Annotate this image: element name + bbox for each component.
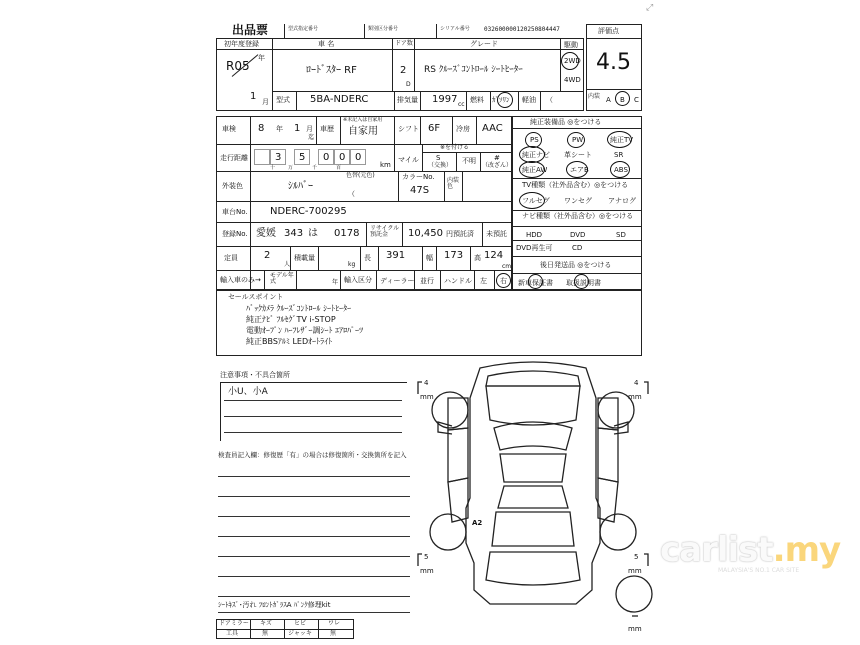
navi-dvd: DVD bbox=[570, 231, 586, 239]
sales-line-4: 純正BBSｱﾙﾐ LEDｵｰﾄﾗｲﾄ bbox=[246, 337, 333, 346]
tire-rl-depth: 5 bbox=[424, 553, 429, 561]
trunk bbox=[492, 512, 574, 546]
color-no-label: カラーNo. bbox=[402, 173, 435, 181]
expand-icon[interactable]: ⤢ bbox=[646, 3, 654, 13]
rear-bumper bbox=[486, 552, 580, 585]
mileage-digit-3: 5 bbox=[294, 149, 310, 165]
plate-kana: は bbox=[308, 228, 318, 239]
mileage-digit-2: 3 bbox=[270, 149, 286, 165]
fuel-circle bbox=[497, 92, 513, 108]
tv-oneseg: ワンセグ bbox=[564, 197, 592, 205]
width-label: 幅 bbox=[426, 254, 433, 262]
navi-title: ナビ種類（社外品含む）◎をつける bbox=[522, 212, 634, 220]
tools-r1: 工具 bbox=[226, 630, 239, 637]
navi-hdd: HDD bbox=[526, 231, 543, 239]
mileage-hash: # bbox=[494, 154, 500, 162]
mileage-s: S bbox=[436, 154, 441, 162]
serial-number: 032600000120250804447 bbox=[484, 26, 560, 33]
inspector-bottom-text: ｼｰﾄｷｽﾞ･汚れ ﾌﾛﾝﾄｶﾞﾗｽA ﾊﾟﾝｸ修理kit bbox=[218, 601, 331, 609]
model-year-label: モデル年式 bbox=[270, 272, 294, 285]
plate-num2: 0178 bbox=[334, 228, 360, 239]
recycle-unpaid: 未預託 bbox=[486, 230, 507, 238]
roof bbox=[500, 454, 566, 482]
fuel-gasoline: ｶﾞｿﾘﾝ bbox=[492, 96, 510, 104]
drive-2wd-circle bbox=[561, 52, 579, 70]
katashiki-label: 型式 bbox=[276, 96, 290, 104]
car-name: ﾛｰﾄﾞｽﾀｰ RF bbox=[306, 65, 357, 76]
interior-a: A bbox=[606, 96, 611, 104]
equip-abs-circle bbox=[610, 161, 630, 178]
hood bbox=[486, 386, 580, 425]
recycle-value: 10,450 bbox=[408, 228, 443, 239]
windshield bbox=[494, 422, 572, 450]
color-sub: 色替(元色) bbox=[346, 172, 375, 179]
capacity-label: 定員 bbox=[224, 254, 238, 262]
mileage-unit-hyaku: 百 bbox=[336, 165, 342, 171]
tools-h3: ヒビ bbox=[294, 620, 307, 627]
width-value: 173 bbox=[444, 250, 464, 261]
watermark-brand: carlist bbox=[660, 530, 773, 570]
car-diagram bbox=[408, 358, 658, 643]
plate-num1: 343 bbox=[284, 228, 304, 239]
navi-sd: SD bbox=[616, 231, 626, 239]
sales-line-2: 純正ﾅﾋﾞ ﾌﾙｾｸﾞTV i-STOP bbox=[246, 315, 336, 324]
equip-airbag: エアB bbox=[570, 166, 589, 174]
door-right bbox=[598, 428, 618, 482]
dvd-play: DVD再生可 bbox=[516, 244, 553, 252]
mileage-hash-sub: （改ざん） bbox=[482, 162, 513, 169]
category-label: 類別区分番号 bbox=[368, 26, 399, 32]
history-value: 自家用 bbox=[348, 126, 378, 137]
tire-fr-depth: 4 bbox=[634, 379, 639, 387]
equip-aw: 純正AW bbox=[522, 166, 548, 174]
inspection-year: 8 bbox=[258, 123, 265, 134]
mileage-digit-4: 0 bbox=[318, 149, 334, 165]
doc-warranty: 新車保証書 bbox=[518, 279, 553, 287]
fender-rear-left bbox=[448, 478, 468, 522]
tire-fl-depth: 4 bbox=[424, 379, 429, 387]
height-value: 124 bbox=[484, 250, 504, 261]
color-no-value: 47S bbox=[410, 185, 430, 196]
import-parallel: 並行 bbox=[420, 277, 434, 285]
docs-title: 後日発送品 ◎をつける bbox=[540, 261, 612, 269]
inspection-year-unit: 年 bbox=[276, 125, 283, 133]
body-outline bbox=[466, 362, 600, 604]
chassis-label: 車台No. bbox=[222, 208, 248, 216]
model-cert-label: 型式指定番号 bbox=[288, 26, 319, 32]
wheel-spare bbox=[616, 576, 652, 612]
recycle-label: リサイクル預託金 bbox=[370, 225, 400, 238]
interior-color-label: 内装色 bbox=[447, 177, 460, 190]
equip-sr: SR bbox=[614, 151, 624, 159]
watermark-tagline: MALAYSIA'S NO.1 CAR SITE bbox=[718, 567, 800, 574]
doc-warranty-circle bbox=[528, 274, 543, 289]
equip-ps: PS bbox=[530, 136, 539, 144]
equip-aw-circle bbox=[519, 161, 548, 178]
diesel-paren: （ bbox=[546, 96, 553, 104]
disp-unit: cc bbox=[458, 101, 465, 108]
tools-r4: 無 bbox=[330, 630, 337, 637]
tire-fr-unit: mm bbox=[628, 393, 642, 401]
mileage-km: km bbox=[380, 161, 391, 169]
plate-label: 登録No. bbox=[222, 230, 248, 238]
tools-r3: ジャッキ bbox=[288, 630, 312, 637]
equip-navi: 純正ナビ bbox=[522, 151, 550, 159]
tire-fl-unit: mm bbox=[420, 393, 434, 401]
mileage-unit-man: 万 bbox=[288, 165, 294, 171]
sales-label: セールスポイント bbox=[228, 293, 284, 301]
interior-b: B bbox=[620, 96, 625, 104]
month-unit: 月 bbox=[262, 98, 269, 106]
color-label: 外装色 bbox=[222, 182, 243, 190]
damage-mark: A2 bbox=[472, 519, 483, 527]
mileage-unit-ju: 十 bbox=[270, 165, 276, 171]
plate-pref: 愛媛 bbox=[256, 228, 276, 239]
watermark-tld: .my bbox=[772, 530, 841, 570]
tire-rr-unit: mm bbox=[628, 567, 642, 575]
equip-abs: ABS bbox=[614, 166, 628, 174]
load-label: 積載量 bbox=[294, 254, 315, 262]
interior-b-circle bbox=[615, 91, 630, 106]
mileage-digit-6: 0 bbox=[350, 149, 366, 165]
mileage-s-sub: （交換） bbox=[428, 162, 453, 169]
fender-rear-right bbox=[598, 478, 618, 522]
capacity-unit: 人 bbox=[284, 261, 291, 268]
height-label: 高 bbox=[474, 254, 481, 262]
mileage-unknown: 不明 bbox=[462, 157, 476, 165]
rear-glass bbox=[498, 486, 568, 508]
watermark-logo bbox=[660, 530, 840, 570]
inspection-until: 迄 bbox=[308, 134, 315, 141]
equipment-title: 純正装備品 ◎をつける bbox=[530, 118, 602, 126]
chassis-value: NDERC-700295 bbox=[270, 206, 347, 217]
mileage-digit-1 bbox=[254, 149, 270, 165]
import-dealer: ディーラー bbox=[380, 277, 415, 285]
load-unit: kg bbox=[348, 261, 356, 268]
car-name-label: 車 名 bbox=[318, 40, 335, 48]
ac-label: 冷房 bbox=[456, 125, 470, 133]
door-left bbox=[448, 428, 468, 482]
mileage-digit-5: 0 bbox=[334, 149, 350, 165]
sales-line-1: ﾊﾞｯｸｶﾒﾗ ｸﾙｰｽﾞｺﾝﾄﾛｰﾙ ｼｰﾄﾋｰﾀｰ bbox=[246, 304, 352, 313]
wheel-rear-right bbox=[600, 514, 636, 550]
notes-text: 小U、小A bbox=[228, 387, 268, 397]
notes-label: 注意事項・不具合箇所 bbox=[220, 371, 290, 379]
drive-2wd: 2WD bbox=[564, 57, 581, 65]
serial-label: シリアル番号 bbox=[440, 26, 470, 32]
score-value: 4.5 bbox=[596, 50, 631, 75]
tire-spare-unit: mm bbox=[628, 625, 642, 633]
length-value: 391 bbox=[386, 250, 406, 261]
inspection-month-unit: 月 bbox=[306, 125, 313, 133]
equip-tv: 純正TV bbox=[610, 136, 634, 144]
front-bumper bbox=[486, 371, 580, 386]
handle-label: ハンドル bbox=[444, 277, 472, 285]
grade-value: RS ｸﾙｰｽﾞｺﾝﾄﾛｰﾙ ｼｰﾄﾋｰﾀｰ bbox=[424, 65, 523, 75]
equip-pw: PW bbox=[572, 136, 584, 144]
sheet-title: 出品票 bbox=[232, 23, 269, 37]
equip-pw-circle bbox=[567, 132, 585, 148]
import-cat-label: 輸入区分 bbox=[344, 276, 372, 284]
tv-fullseg: フルセグ bbox=[522, 197, 550, 205]
model-year-unit: 年 bbox=[332, 279, 339, 286]
sales-line-3: 電動ｵｰﾌﾟﾝ ﾊｰﾌﾚｻﾞｰ調ｼｰﾄ ｴｱﾛﾊﾟｰﾂ bbox=[246, 326, 364, 335]
inspection-label: 車検 bbox=[222, 125, 236, 133]
wheel-rear-left bbox=[430, 514, 466, 550]
tools-h4: ワレ bbox=[328, 620, 341, 627]
doors-label: ドア数 bbox=[395, 40, 413, 47]
tv-analog: アナログ bbox=[608, 197, 636, 205]
katashiki-value: 5BA-NDERC bbox=[310, 94, 369, 105]
drive-label: 駆動 bbox=[564, 41, 578, 49]
handle-right-circle bbox=[496, 273, 511, 288]
ac-value: AAC bbox=[482, 123, 503, 134]
score-label: 評価点 bbox=[598, 27, 619, 35]
drive-4wd: 4WD bbox=[564, 76, 581, 84]
tire-rr-depth: 5 bbox=[634, 553, 639, 561]
year-unit: 年 bbox=[258, 54, 265, 62]
mileage-mile: マイル bbox=[398, 156, 419, 164]
history-label: 車歴 bbox=[320, 125, 334, 133]
doors-value: 2 bbox=[400, 65, 407, 76]
doc-manual: 取扱説明書 bbox=[566, 279, 601, 287]
disp-label: 排気量 bbox=[397, 96, 418, 104]
color-paren: （ bbox=[348, 190, 355, 198]
handle-left: 左 bbox=[480, 277, 487, 285]
tire-rl-unit: mm bbox=[420, 567, 434, 575]
disp-value: 1997 bbox=[432, 94, 458, 105]
first-reg-label: 初年度登録 bbox=[224, 40, 259, 48]
first-reg-era: R05 bbox=[226, 59, 250, 73]
equip-leather: 革シート bbox=[564, 151, 592, 159]
interior-label: 内装 bbox=[588, 93, 601, 100]
shift-label: シフト bbox=[398, 125, 419, 133]
doc-manual-circle bbox=[574, 274, 589, 289]
inspector-label: 検査員記入欄：修復歴「有」の場合は修復箇所・交換箇所を記入 bbox=[218, 451, 407, 459]
tv-fullseg-circle bbox=[519, 192, 545, 209]
mileage-unit-sen: 千 bbox=[312, 165, 318, 171]
recycle-unit: 円預託済 bbox=[446, 230, 474, 238]
mileage-label: 走行距離 bbox=[220, 154, 248, 162]
inspection-month: 1 bbox=[294, 123, 301, 134]
diesel-label: 軽油 bbox=[522, 96, 536, 104]
shift-value: 6F bbox=[428, 123, 441, 134]
length-label: 長 bbox=[364, 254, 371, 262]
import-label: 輸入車のみ→ bbox=[220, 276, 261, 284]
capacity-value: 2 bbox=[264, 250, 271, 261]
main-spec-table bbox=[216, 116, 512, 290]
equip-tv-circle bbox=[607, 131, 632, 148]
tools-h1: ドアミラー bbox=[219, 620, 249, 627]
tv-title: TV種類（社外品含む）◎をつける bbox=[522, 181, 629, 189]
equip-airbag-circle bbox=[566, 161, 588, 178]
grade-label: グレード bbox=[470, 40, 498, 48]
history-note: ※未記入は自家用 bbox=[343, 117, 383, 123]
tools-r2: 無 bbox=[262, 630, 269, 637]
dims-unit: cm bbox=[502, 263, 512, 270]
tools-h2: キズ bbox=[260, 620, 272, 627]
mileage-note: ※を付ける bbox=[440, 144, 470, 151]
handle-right: 右 bbox=[500, 277, 507, 285]
doors-sub: D bbox=[406, 81, 411, 88]
cd: CD bbox=[572, 244, 583, 252]
color-value: ｼﾙﾊﾞｰ bbox=[288, 181, 313, 192]
first-reg-month: 1 bbox=[250, 91, 257, 102]
interior-c: C bbox=[634, 96, 639, 104]
fuel-label: 燃料 bbox=[470, 96, 484, 104]
